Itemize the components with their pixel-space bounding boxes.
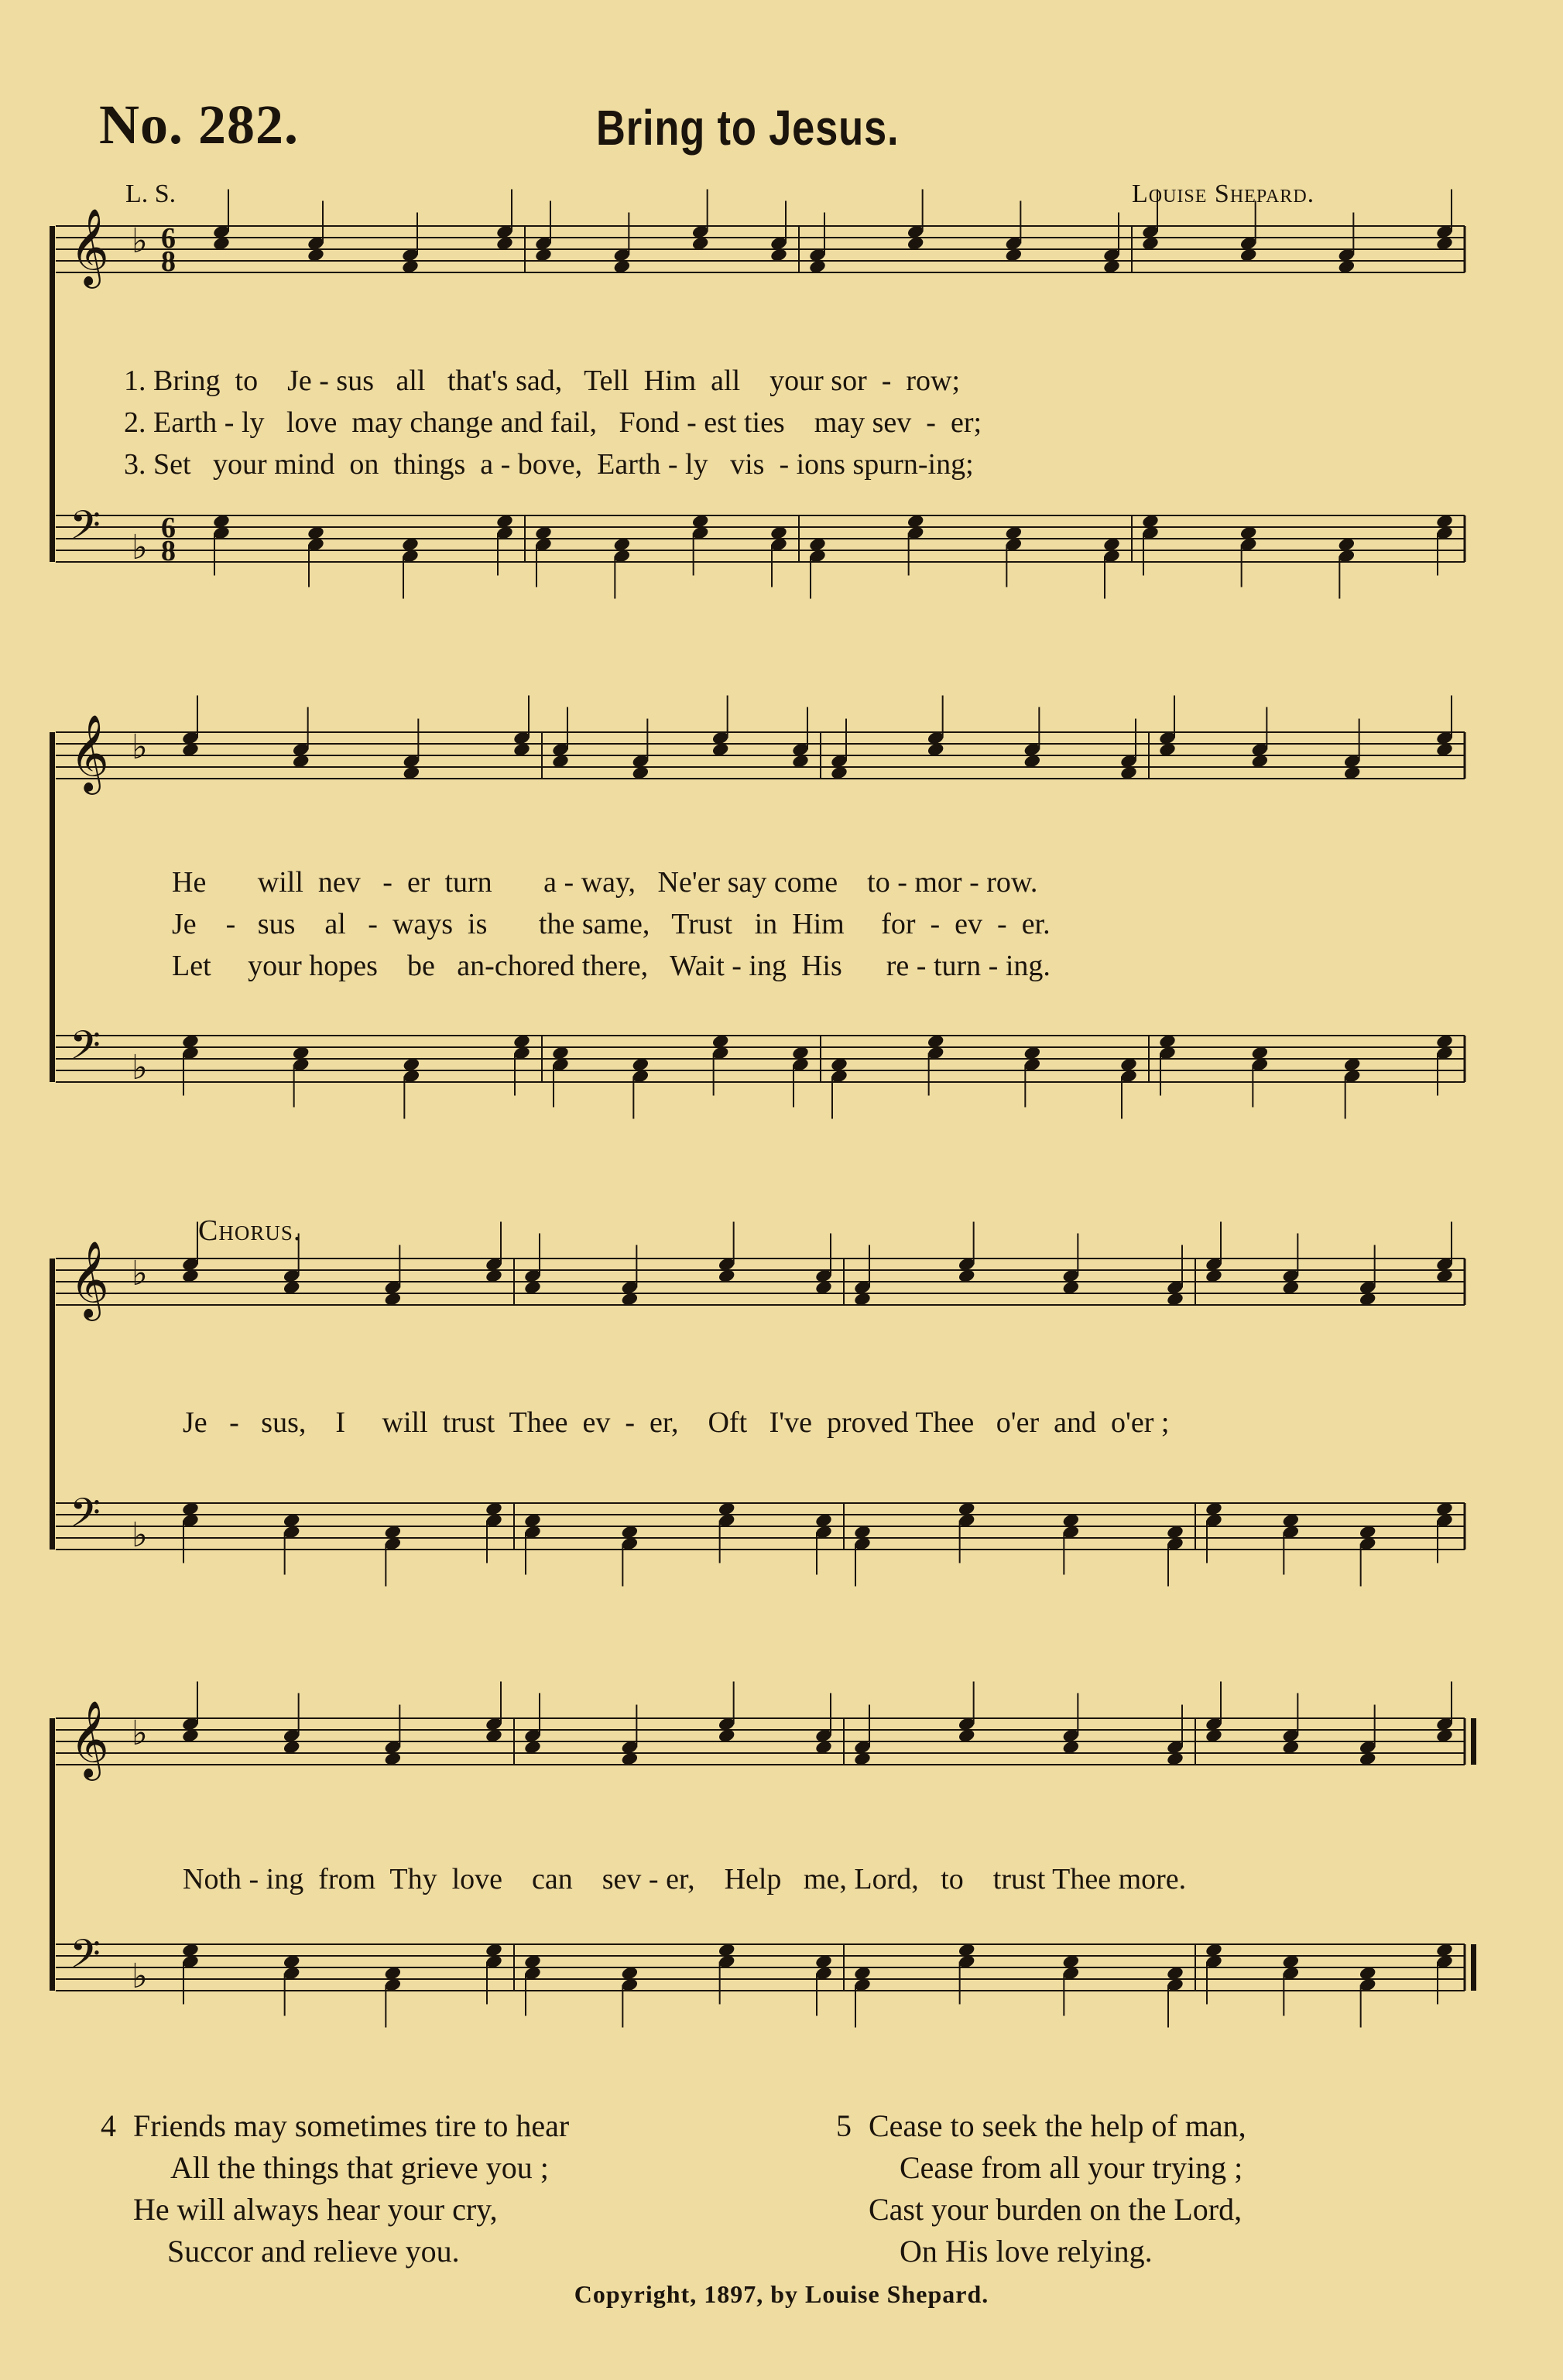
stanza-number: 4 bbox=[101, 2108, 116, 2143]
chorus-label: Chorus. bbox=[198, 1214, 302, 1247]
stanza-number: 5 bbox=[836, 2108, 852, 2143]
lyric-line: 2. Earth - ly love may change and fail, Fond - est ties may sev - er; bbox=[124, 406, 982, 439]
treble-clef-icon: 𝄞 bbox=[70, 208, 109, 286]
time-signature-icon: 6 bbox=[161, 222, 176, 255]
time-signature-icon: 8 bbox=[161, 245, 176, 278]
time-signature-icon: 8 bbox=[161, 535, 176, 567]
lyric-line: He will nev - er turn a - way, Ne'er say come to - mor - row. bbox=[172, 866, 1038, 899]
lyric-line: Je - sus al - ways is the same, Trust in Him for - ev - er. bbox=[172, 908, 1051, 940]
lyric-line: 3. Set your mind on things a - bove, Earth - ly vis - ions spurn-ing; bbox=[124, 448, 974, 481]
lyric-line: Let your hopes be an-chored there, Wait - ing His re - turn - ing. bbox=[172, 950, 1051, 982]
composer-name: Louise Shepard. bbox=[1132, 180, 1315, 208]
flat-icon: ♭ bbox=[132, 528, 148, 567]
flat-icon: ♭ bbox=[132, 1714, 148, 1753]
stanza-line: Cast your burden on the Lord, bbox=[869, 2192, 1243, 2227]
lyric-line: Je - sus, I will trust Thee ev - er, Oft I've proved Thee o'er and o'er ; bbox=[183, 1406, 1170, 1439]
treble-clef-icon: 𝄞 bbox=[70, 1241, 109, 1318]
final-barline bbox=[1471, 1944, 1476, 1991]
hymn-number: No. 282. bbox=[99, 94, 299, 156]
flat-icon: ♭ bbox=[132, 728, 148, 767]
copyright-notice: Copyright, 1897, by Louise Shepard. bbox=[574, 2280, 989, 2308]
stanza-line: Cease from all your trying ; bbox=[900, 2150, 1243, 2185]
bass-clef-icon: 𝄢 bbox=[70, 1489, 101, 1546]
hymn-title: Bring to Jesus. bbox=[596, 100, 900, 156]
treble-clef-icon: 𝄞 bbox=[70, 714, 109, 792]
lyric-line: 1. Bring to Je - sus all that's sad, Tell Him all your sor - row; bbox=[124, 365, 961, 397]
stanza-line: Friends may sometimes tire to hear bbox=[133, 2108, 570, 2143]
final-barline bbox=[1471, 1718, 1476, 1765]
time-signature-icon: 6 bbox=[161, 512, 176, 544]
lyric-line: Noth - ing from Thy love can sev - er, Help me, Lord, to trust Thee more. bbox=[183, 1863, 1187, 1895]
stanza-4 bbox=[101, 2105, 569, 2272]
stanza-5 bbox=[836, 2105, 1246, 2272]
lyricist-initials: L. S. bbox=[125, 180, 177, 208]
stanza-line: Succor and relieve you. bbox=[167, 2234, 460, 2269]
bass-clef-icon: 𝄢 bbox=[70, 1930, 101, 1987]
bass-clef-icon: 𝄢 bbox=[70, 1022, 101, 1078]
stanza-line: Cease to seek the help of man, bbox=[869, 2108, 1246, 2143]
flat-icon: ♭ bbox=[132, 1048, 148, 1087]
flat-icon: ♭ bbox=[132, 221, 148, 261]
stanza-line: On His love relying. bbox=[900, 2234, 1153, 2269]
bass-clef-icon: 𝄢 bbox=[70, 502, 101, 558]
flat-icon: ♭ bbox=[132, 1957, 148, 1996]
flat-icon: ♭ bbox=[132, 1254, 148, 1293]
treble-clef-icon: 𝄞 bbox=[70, 1700, 109, 1778]
flat-icon: ♭ bbox=[132, 1515, 148, 1555]
stanza-line: He will always hear your cry, bbox=[133, 2192, 498, 2227]
stanza-line: All the things that grieve you ; bbox=[170, 2150, 549, 2185]
system-bracket bbox=[50, 1718, 55, 1991]
